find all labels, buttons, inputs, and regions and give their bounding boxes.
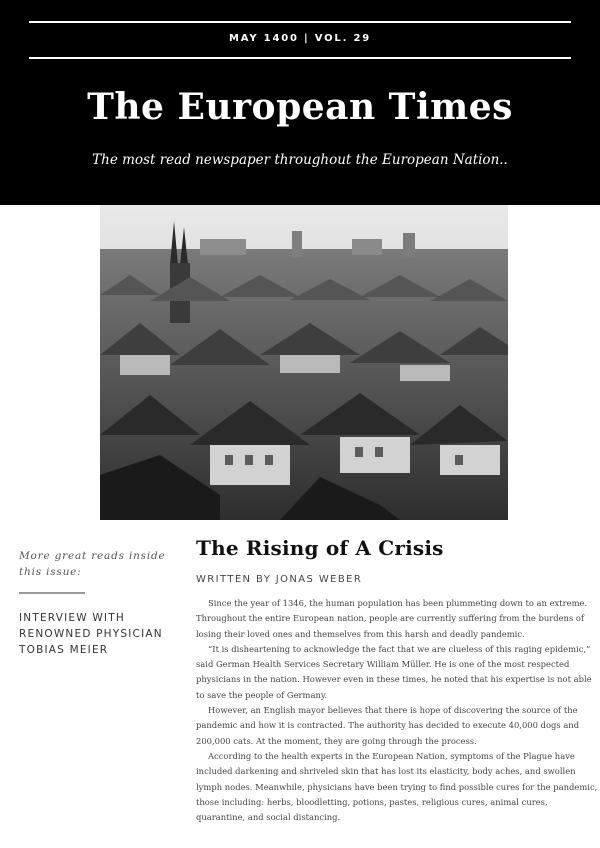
article-body [196,596,598,825]
article-paragraph: According to the health experts in the European Nation, symptoms of the Plague have included darkening and shriveled skin that has lost its elasticity, body aches, and swollen lymph nodes. Meanwhile, physicians have been trying to find possible cures for the pandemic, those including: herbs, bloodletting, potions, pastes, religious cures, animal cures, quarantine, and social distancing. [196,750,598,823]
masthead-top-rule [29,21,571,23]
sidebar-divider [19,592,85,594]
article-headline: The Rising of A Crisis [196,536,444,560]
city-rooftops-illustration [100,205,508,520]
article-paragraph: Since the year of 1346, the human population has been plummeting down to an extreme. Throughout the entire European nation, people are currently suffering from the burdens of losing their loved ones and themselves from this harsh and deadly pandemic. [196,598,588,639]
sidebar-story-link: INTERVIEW WITH RENOWNED PHYSICIAN TOBIAS MEIER [19,612,163,656]
masthead-bottom-rule [29,57,571,59]
sidebar-heading: More great reads inside this issue: [19,550,166,578]
article [196,536,598,825]
article-byline: WRITTEN BY JONAS WEBER [196,574,363,585]
issue-line: MAY 1400 | VOL. 29 [229,33,371,44]
newspaper-title: The European Times [87,86,513,128]
masthead [0,0,600,205]
city-rooftops-photo [100,205,508,520]
tagline: The most read newspaper throughout the European Nation.. [92,152,508,168]
article-paragraph: “It is disheartening to acknowledge the fact that we are clueless of this raging epidemic,” said German Health Services Secretary William Müller. He is one of the most respected physicians in the nation. However even in these times, he noted that his expertise is not able to save the people of Germany. [196,643,592,700]
article-paragraph: However, an English mayor believes that there is hope of discovering the source of the pandemic and how it is contracted. The authority has decided to execute 40,000 dogs and 200,000 cats. At the moment, they are going through the process. [196,705,580,746]
sidebar [19,548,169,658]
